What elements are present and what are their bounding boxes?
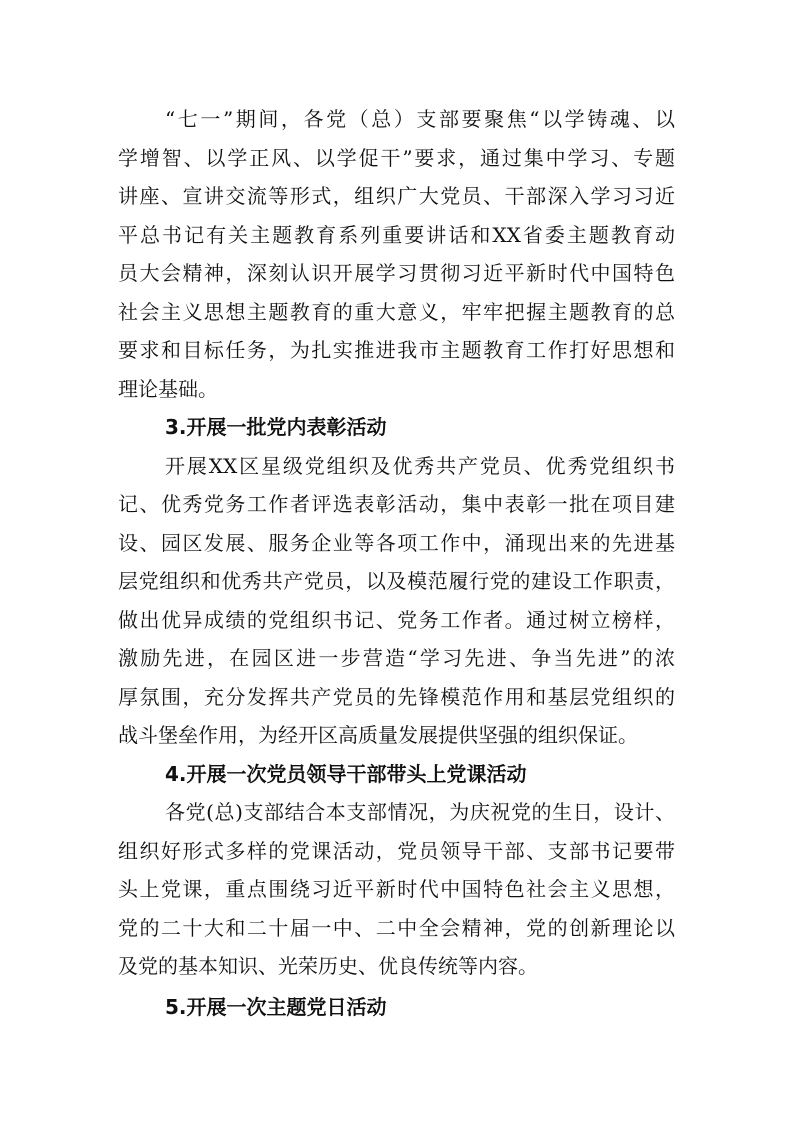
text-line: “七一”期间，各党（总）支部要聚焦“以学铸魂、以 <box>165 107 675 131</box>
text-line: 平总书记有关主题教育系列重要讲话和XX省委主题教育动 <box>118 222 675 247</box>
text-line: 激励先进，在园区进一步营造“学习先进、争当先进”的浓 <box>118 646 675 670</box>
text-line: 战斗堡垒作用，为经开区高质量发展提供坚强的组织保证。 <box>118 723 638 747</box>
text-line: 学增智、以学正风、以学促干”要求，通过集中学习、专题 <box>118 145 675 170</box>
paragraph <box>118 100 675 408</box>
text-line: 社会主义思想主题教育的重大意义，牢牢把握主题教育的总 <box>118 299 675 324</box>
text-line: 员大会精神，深刻认识开展学习贯彻习近平新时代中国特色 <box>118 261 675 285</box>
text-line: 讲座、宣讲交流等形式，组织广大党员、干部深入学习习近 <box>118 184 675 208</box>
document-page <box>118 100 675 1026</box>
text-line: 层党组织和优秀共产党员，以及模范履行党的建设工作职责， <box>118 569 675 593</box>
text-line: 做出优异成绩的党组织书记、党务工作者。通过树立榜样， <box>118 607 675 632</box>
text-line: 要求和目标任务，为扎实推进我市主题教育工作打好思想和 <box>118 338 675 362</box>
text-line: 及党的基本知识、光荣历史、优良传统等内容。 <box>118 954 538 978</box>
paragraph <box>118 793 675 986</box>
text-line: 各党(总)支部结合本支部情况，为庆祝党的生日，设计、 <box>165 800 675 824</box>
text-line: 开展XX区星级党组织及优秀共产党员、优秀党组织书 <box>165 453 675 478</box>
text-line: 理论基础。 <box>118 376 218 401</box>
section-heading: 4.开展一次党员领导干部带头上党课活动 <box>165 761 527 786</box>
section-heading: 5.开展一次主题党日活动 <box>165 994 387 1019</box>
text-line: 记、优秀党务工作者评选表彰活动，集中表彰一批在项目建 <box>118 492 675 516</box>
text-line: 头上党课，重点围绕习近平新时代中国特色社会主义思想， <box>118 877 675 901</box>
text-line: 党的二十大和二十届一中、二中全会精神，党的创新理论以 <box>118 915 675 940</box>
section-heading: 3.开展一批党内表彰活动 <box>165 415 387 439</box>
text-line: 厚氛围，充分发挥共产党员的先锋模范作用和基层党组织的 <box>118 684 675 709</box>
text-line: 组织好形式多样的党课活动，党员领导干部、支部书记要带 <box>118 838 675 863</box>
paragraph <box>118 447 675 755</box>
text-line: 设、园区发展、服务企业等各项工作中，涌现出来的先进基 <box>118 530 675 555</box>
